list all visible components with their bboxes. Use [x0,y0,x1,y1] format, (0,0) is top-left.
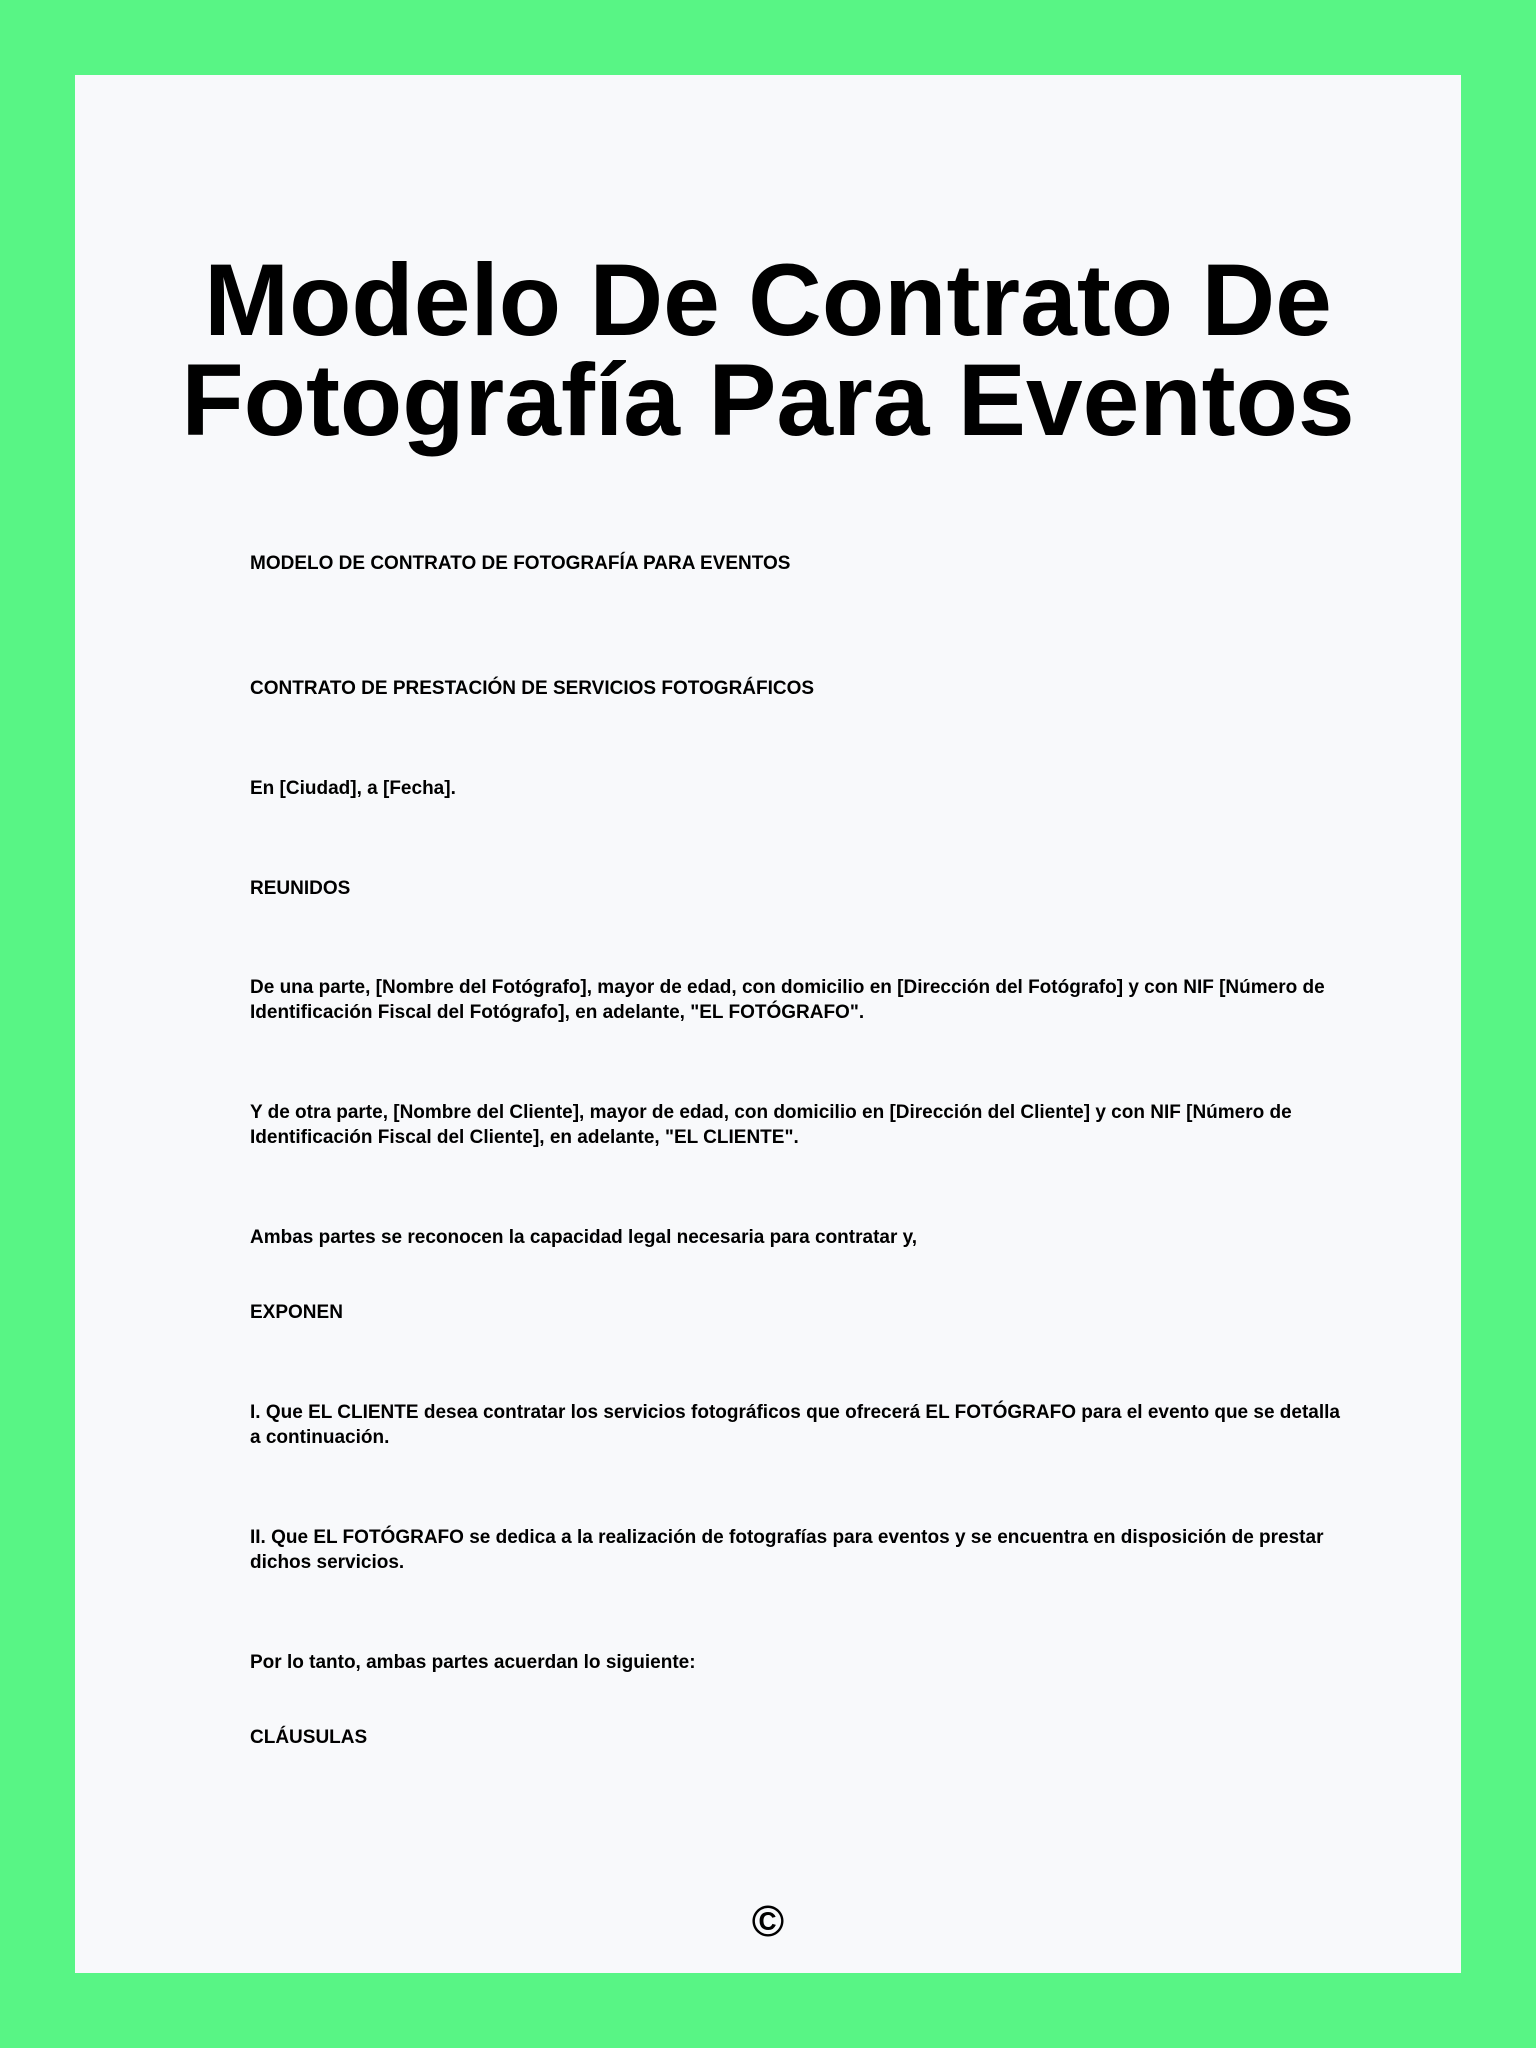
paragraph-photographer-party: De una parte, [Nombre del Fotógrafo], mayor de edad, con domicilio en [Dirección del Fotógrafo] y con NIF [Número de Identificación Fiscal del Fotógrafo], en adelante, "EL FOTÓGRAFO". [250,977,1325,1023]
heading-service-contract: CONTRATO DE PRESTACIÓN DE SERVICIOS FOTOGRÁFICOS [250,678,815,699]
copyright-icon: © [751,1897,785,1946]
heading-reunidos: REUNIDOS [250,878,351,899]
paragraph-place-date: En [Ciudad], a [Fecha]. [250,778,456,799]
paragraph-client-party: Y de otra parte, [Nombre del Cliente], mayor de edad, con domicilio en [Dirección del Cliente] y con NIF [Número de Identificación Fiscal del Cliente], en adelante, "EL CLIENTE". [250,1102,1292,1148]
paragraph-exposition-2: II. Que EL FOTÓGRAFO se dedica a la realización de fotografías para eventos y se encuentra en disposición de prestar dichos servicios. [250,1527,1324,1573]
heading-exponen: EXPONEN [250,1302,343,1323]
document-title: Modelo De Contrato De Fotografía Para Eventos [181,243,1355,457]
document-page [75,75,1461,1973]
heading-model-contract: MODELO DE CONTRATO DE FOTOGRAFÍA PARA EVENTOS [250,553,791,574]
heading-clausulas: CLÁUSULAS [250,1727,368,1748]
paragraph-legal-capacity: Ambas partes se reconocen la capacidad legal necesaria para contratar y, [250,1227,918,1248]
paragraph-agreement: Por lo tanto, ambas partes acuerdan lo siguiente: [250,1652,696,1673]
paragraph-exposition-1: I. Que EL CLIENTE desea contratar los servicios fotográficos que ofrecerá EL FOTÓGRAFO para el evento que se detalla a continuación. [250,1402,1340,1448]
